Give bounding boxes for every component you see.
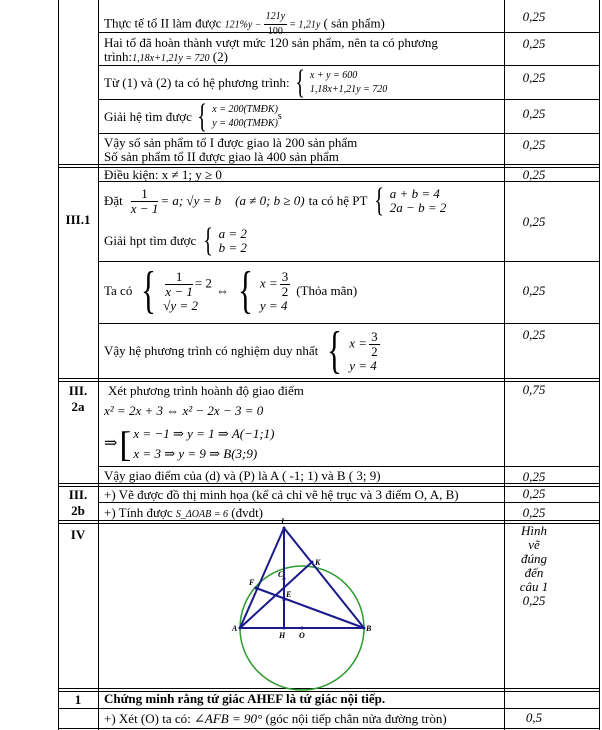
- row-divider: [98, 502, 599, 503]
- figure-note: Hình vẽ đúng đến câu 1 0,25: [519, 523, 549, 608]
- score: 0,25: [522, 167, 546, 182]
- row-divider: [98, 261, 599, 262]
- grid-line: [599, 0, 600, 730]
- grid-line: [58, 0, 59, 730]
- section-label: 1: [74, 692, 82, 707]
- section-label: III.1: [65, 212, 91, 227]
- label-f: F: [249, 578, 255, 587]
- row-text: Giải hệ tìm được { x = 200(TMĐK) y = 400(TMĐK) s: [104, 98, 282, 135]
- score: 0,25: [522, 327, 546, 342]
- intersection-cases: ⇒ [ x = −1 ⇒ y = 1 ⇒ A(−1;1) x = 3 ⇒ y = 9 ⇒ B(3;9): [104, 424, 275, 464]
- score: 0,25: [522, 283, 546, 298]
- solve-text: Giải hpt tìm được { a = 2 b = 2: [104, 222, 247, 259]
- row-divider: [58, 728, 599, 729]
- section-label: III. 2b: [68, 487, 88, 518]
- row-divider: [58, 708, 599, 709]
- row-divider: [98, 323, 599, 324]
- section-label: IV: [70, 527, 86, 542]
- graph-text: +) Vẽ được đồ thị minh họa (kể cả chỉ vẽ hệ trục và 3 điểm O, A, B): [104, 487, 459, 502]
- row-divider: [98, 466, 599, 467]
- row-text: Hai tổ đã hoàn thành vượt mức 120 sản phẩm, nên ta có phương trình:1,18x+1,21y = 720 (2): [104, 35, 438, 64]
- substitution-text: Đặt $\frac{1}{x - 1}$ = a; √y = b (a ≠ 0; b ≥ 0) ta có hệ PT { a + b = 4 2a − b = 2: [104, 182, 447, 219]
- score: 0,25: [522, 486, 546, 501]
- row-text: Thực tế tổ II làm được 121%y − $\frac{121y}{100}$ = 1,21y ( sản phẩm): [104, 11, 385, 37]
- intersection-eq: x² = 2x + 3 ⇔ x² − 2x − 3 = 0: [104, 403, 264, 418]
- label-o: O: [299, 631, 305, 640]
- section-label: III. 2a: [68, 383, 88, 414]
- label-i: I: [281, 517, 285, 526]
- score: 0,25: [522, 70, 546, 85]
- score: 0,25: [522, 36, 546, 51]
- grid-line: [98, 0, 99, 730]
- row-divider: [98, 133, 599, 134]
- label-e: E: [286, 590, 292, 599]
- score: 0,25: [522, 106, 546, 121]
- area-text: +) Tính được S_ΔOAB = 6 (đvdt): [104, 505, 264, 520]
- intersection-conclusion: Vậy giao điểm của (d) và (P) là A ( -1; 1) và B ( 3; 9): [104, 468, 381, 483]
- score: 0,25: [522, 9, 546, 24]
- intersection-text: Xét phương trình hoành độ giao điểm: [108, 383, 304, 398]
- label-a: A: [232, 624, 238, 633]
- have-text: Ta có { $\frac{1}{x - 1}$ = 2 √y = 2 ⇔ { x = $\frac{3}{2}$ y = 4 (Thỏa mãn): [104, 262, 358, 319]
- label-h: H: [279, 631, 286, 640]
- final-text: Vậy hệ phương trình có nghiệm duy nhất { x = $\frac{3}{2}$ y = 4: [104, 322, 378, 379]
- score: 0,25: [522, 505, 546, 520]
- score: 0,25: [522, 469, 546, 484]
- label-c: C: [278, 570, 284, 579]
- score: 0,75: [522, 382, 546, 397]
- row-text: Từ (1) và (2) ta có hệ phương trình: { x + y = 600 1,18x+1,21y = 720: [104, 64, 388, 101]
- geometry-figure: [228, 517, 388, 687]
- row-text: Vậy số sản phẩm tổ I được giao là 200 sản phẩm Số sản phẩm tổ II được giao là 400 sản phẩm: [104, 135, 358, 164]
- proof-line: +) Xét (O) ta có: ∠AFB = 90° (góc nội tiếp chắn nửa đường tròn): [104, 711, 447, 726]
- score: 0,25: [522, 137, 546, 152]
- label-k: K: [315, 558, 321, 567]
- label-b: B: [366, 624, 372, 633]
- row-divider: [98, 99, 599, 100]
- score: 0,25: [522, 214, 546, 229]
- question-title: Chứng minh rằng tứ giác AHEF là tứ giác nội tiếp.: [104, 691, 386, 706]
- score: 0,5: [525, 710, 543, 725]
- condition-text: Điều kiện: x ≠ 1; y ≥ 0: [104, 167, 222, 182]
